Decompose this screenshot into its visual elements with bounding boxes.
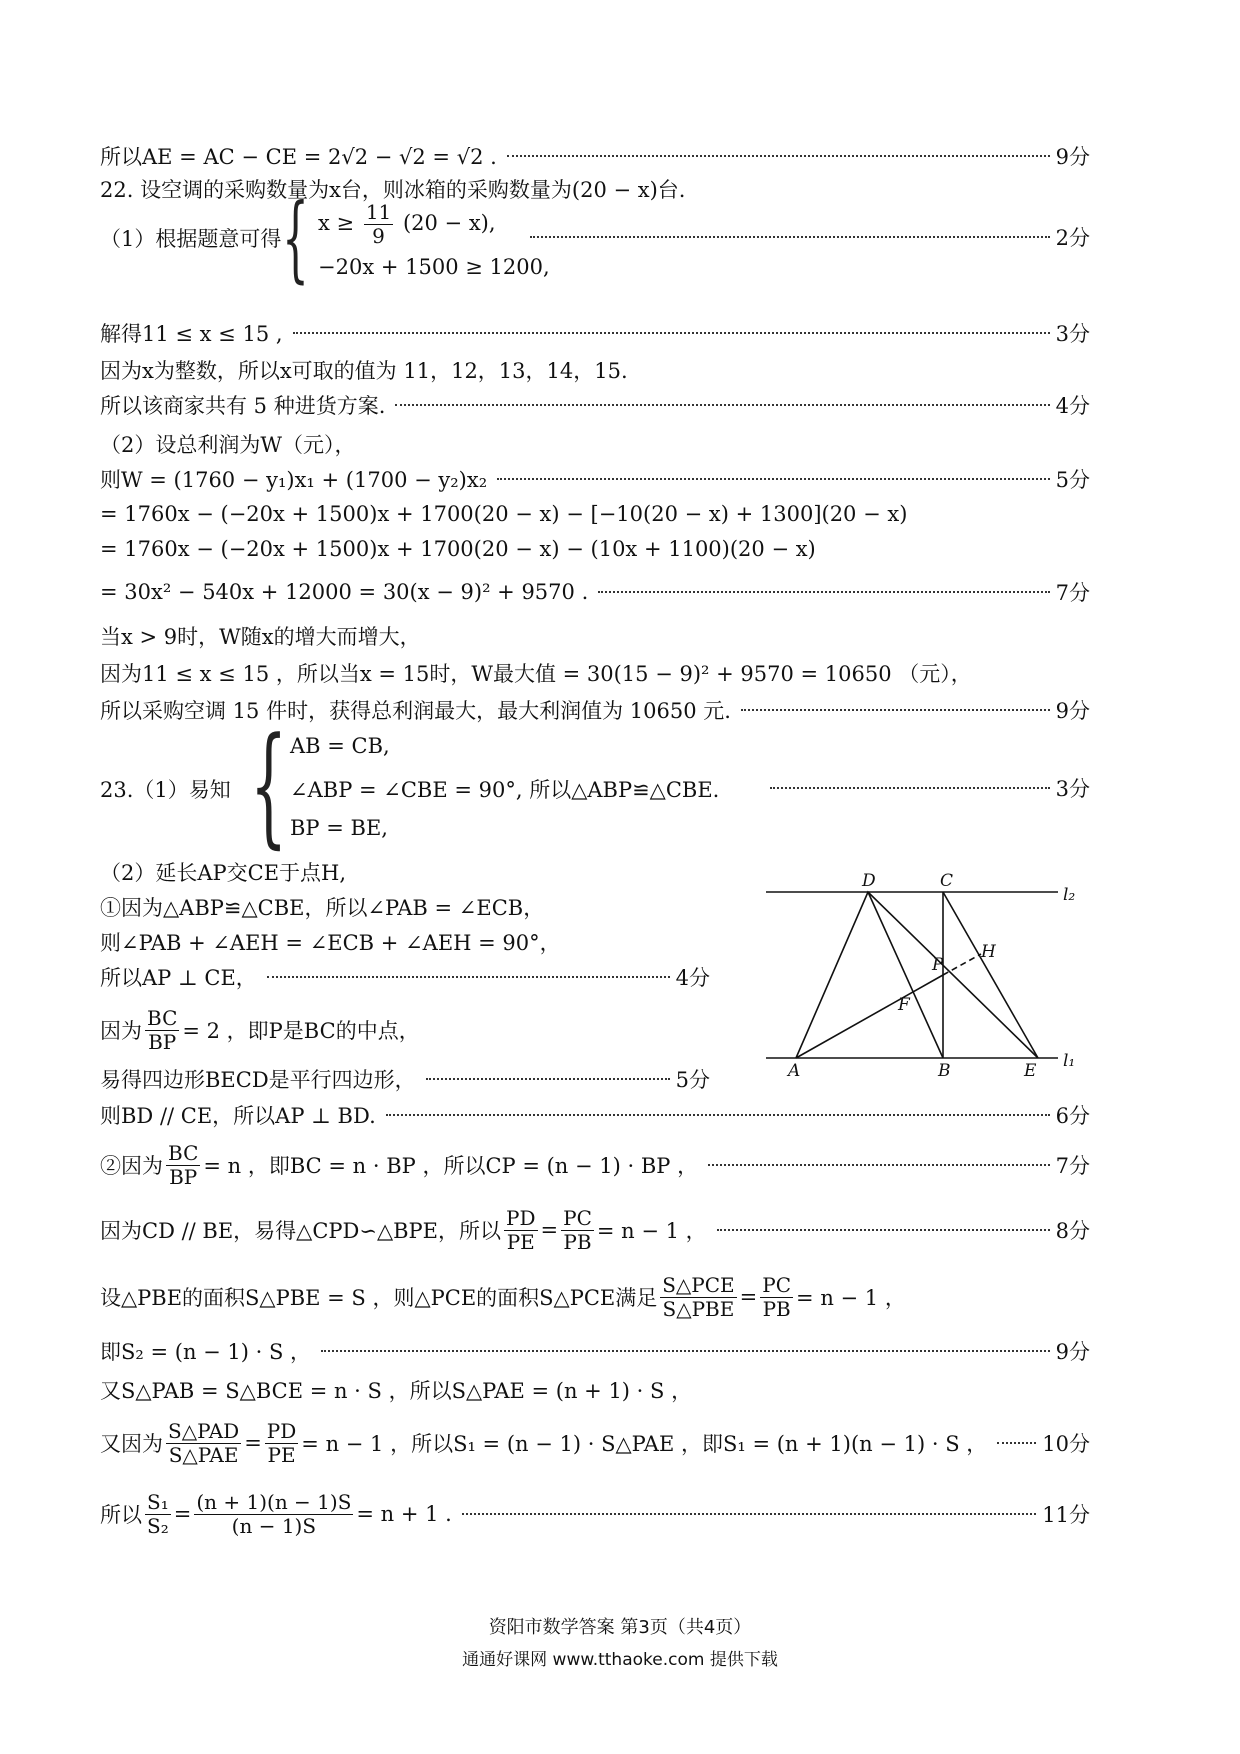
label-D: D — [862, 871, 876, 891]
segment-DB — [868, 892, 943, 1058]
solution-line: 因为11 ≤ x ≤ 15 ，所以当x = 15时，W最大值 = 30(15 − 9)² + 9570 = 10650 （元）， — [100, 662, 972, 686]
label-B: B — [938, 1061, 951, 1080]
solution-line: = 1760x − (−20x + 1500)x + 1700(20 − x) − (10x + 1100)(20 − x) — [100, 537, 816, 561]
label-A: A — [788, 1061, 801, 1080]
part-1-label: （1）根据题意可得 — [100, 227, 282, 251]
solution-line: ②因为 $\frac{BC}{BP}$ = n ，即BC = n · BP ，所以CP = (n − 1) · BP ， 7分 — [100, 1140, 1090, 1189]
solution-line: 设△PBE的面积S△PBE = S ，则△PCE的面积S△PCE满足 $\frac{\text{S△PCE}}{\text{S△PBE}}$ = $\frac{PC}{PB}$ = n − 1 ， — [100, 1272, 906, 1321]
question-22-heading — [100, 172, 1090, 206]
solution-line: 则W = (1760 − y₁)x₁ + (1700 − y₂)x₂ 5分 — [100, 462, 1090, 496]
score-row — [520, 220, 1090, 254]
fraction: $\frac{\text{S△PAD}}{\text{S△PAE}}$ — [168, 1418, 240, 1467]
solution-line: 所以该商家共有 5 种进货方案. 4分 — [100, 388, 1090, 422]
segment-CE — [943, 892, 1038, 1058]
label-l2: l₂ — [1063, 885, 1076, 905]
solution-line: 因为CD // BE，易得△CPD∽△BPE，所以 $\frac{PD}{PE}$ = $\frac{PC}{PB}$ = n − 1 ， 8分 — [100, 1205, 1090, 1254]
fraction: $\frac{\text{S₁}}{\text{S₂}}$ — [147, 1489, 169, 1538]
question-23-label: 23.（1）易知 — [100, 778, 231, 802]
label-l1: l₁ — [1063, 1051, 1076, 1071]
solution-line: 又S△PAB = S△BCE = n · S ，所以S△PAE = (n + 1) · S ， — [100, 1379, 693, 1403]
fraction: $\frac{BC}{BP}$ — [147, 1005, 178, 1054]
label-F: F — [898, 995, 910, 1015]
solution-line: 因为x为整数，所以x可取的值为 11，12，13，14，15. — [100, 359, 628, 383]
inequality-1: x ≥ $\frac{11}{9}$ (20 − x), — [318, 200, 496, 248]
segment-AP — [796, 975, 943, 1058]
solution-line: 解得11 ≤ x ≤ 15 , 3分 — [100, 316, 1090, 350]
label-E: E — [1024, 1061, 1037, 1080]
solution-line: 易得四边形BECD是平行四边形， 5分 — [100, 1062, 710, 1096]
fraction: $\frac{PD}{PE}$ — [266, 1418, 297, 1467]
solution-line: ①因为△ABP≌△CBE，所以∠PAB = ∠ECB， — [100, 896, 545, 920]
fraction: $\frac{BC}{BP}$ — [168, 1140, 199, 1189]
segments-AD-DE — [796, 892, 1038, 1058]
score-label: 9分 — [1055, 699, 1090, 723]
line-text: 22. 设空调的采购数量为x台，则冰箱的采购数量为(20 − x)台. — [100, 178, 686, 202]
score-label: 7分 — [1055, 1154, 1090, 1178]
source-footer: 通通好课网 www.tthaoke.com 提供下载 — [462, 1650, 778, 1670]
line-text: 所以AE = AC − CE = 2√2 − √2 = √2 . — [100, 145, 497, 169]
solution-line: = 1760x − (−20x + 1500)x + 1700(20 − x) − [−10(20 − x) + 1300](20 − x) — [100, 502, 908, 526]
label-P: P — [932, 955, 944, 975]
score-label: 11分 — [1042, 1503, 1090, 1527]
geometry-figure — [758, 870, 1098, 1080]
page-footer: 资阳市数学答案 第3页（共4页） — [488, 1617, 752, 1638]
solution-line: 则BD // CE，所以AP ⊥ BD. 6分 — [100, 1098, 1090, 1132]
fraction: $\frac{\text{S△PCE}}{\text{S△PBE}}$ — [662, 1272, 735, 1321]
condition-3: BP = BE, — [290, 816, 388, 840]
leader-dots — [507, 155, 1050, 157]
solution-line — [100, 139, 1090, 173]
solution-line: 又因为 $\frac{\text{S△PAD}}{\text{S△PAE}}$ = $\frac{PD}{PE}$ = n − 1 ，所以S₁ = (n − 1) · S△PAE ，即S₁ = (n + 1)(n − 1) · S ， 10分 — [100, 1418, 1090, 1467]
inequality-2: −20x + 1500 ≥ 1200, — [318, 255, 550, 279]
solution-line: = 30x² − 540x + 12000 = 30(x − 9)² + 9570 . 7分 — [100, 575, 1090, 609]
score-label: 6分 — [1055, 1104, 1090, 1128]
solution-line: 所以采购空调 15 件时，获得总利润最大，最大利润值为 10650 元. 9分 — [100, 693, 1090, 727]
solution-line: 即S₂ = (n − 1) · S ， 9分 — [100, 1334, 1090, 1368]
solution-line: 则∠PAB + ∠AEH = ∠ECB + ∠AEH = 90°， — [100, 931, 561, 955]
score-label: 2分 — [1055, 226, 1090, 250]
fraction: $\frac{PC}{PB}$ — [563, 1205, 592, 1254]
brace-symbol: { — [282, 184, 309, 293]
fraction: $\frac{11}{9}$ — [365, 200, 392, 248]
solution-line: 因为 $\frac{BC}{BP}$ = 2 ，即P是BC的中点， — [100, 1005, 420, 1054]
condition-1: AB = CB, — [290, 734, 390, 758]
score-label: 5分 — [1055, 468, 1090, 492]
label-H: H — [981, 942, 996, 962]
score-label: 9分 — [1055, 145, 1090, 169]
score-label: 4分 — [675, 966, 710, 990]
score-label: 4分 — [1055, 394, 1090, 418]
solution-line: 所以 $\frac{\text{S₁}}{\text{S₂}}$ = $\frac{(n + 1)(n - 1)S}{(n - 1)S}$ = n + 1 . 11分 — [100, 1489, 1090, 1538]
solution-line: 当x > 9时，W随x的增大而增大， — [100, 625, 421, 649]
solution-line: （2）延长AP交CE于点H, — [100, 861, 347, 885]
score-label: 3分 — [1055, 322, 1090, 346]
fraction: $\frac{(n + 1)(n - 1)S}{(n - 1)S}$ — [196, 1489, 352, 1538]
score-label: 7分 — [1055, 581, 1090, 605]
score-label: 3分 — [1055, 777, 1090, 801]
condition-2: ∠ABP = ∠CBE = 90°, 所以△ABP≌△CBE. — [290, 778, 720, 802]
brace-symbol: { — [250, 709, 288, 861]
score-label: 9分 — [1055, 1340, 1090, 1364]
leader-dots — [530, 236, 1050, 238]
solution-line: 所以AP ⊥ CE， 4分 — [100, 960, 710, 994]
fraction: $\frac{PD}{PE}$ — [506, 1205, 536, 1254]
fraction: $\frac{PC}{PB}$ — [762, 1272, 792, 1321]
score-row — [760, 771, 1090, 805]
label-C: C — [940, 871, 954, 891]
score-label: 8分 — [1055, 1219, 1090, 1243]
part-2-heading: （2）设总利润为W（元）， — [100, 433, 356, 457]
score-label: 5分 — [675, 1068, 710, 1092]
score-label: 10分 — [1042, 1432, 1090, 1456]
